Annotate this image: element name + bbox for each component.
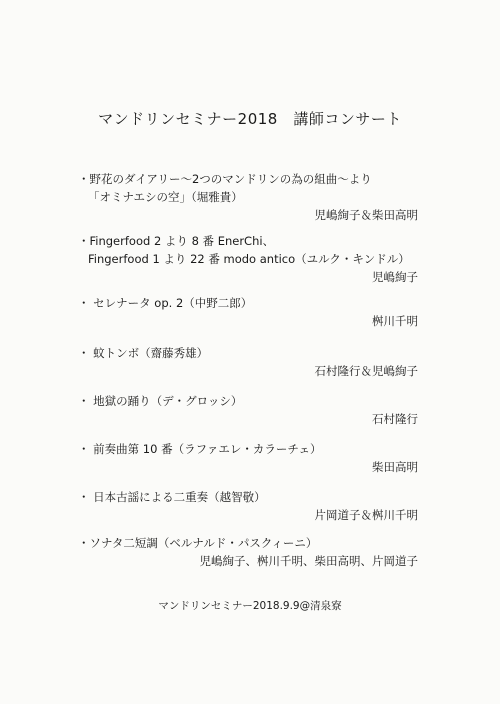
- program-item: [78, 344, 418, 380]
- performer-names: 児嶋絢子: [372, 270, 418, 284]
- piece-title-continued: 「オミナエシの空」（堀雅貴）: [88, 190, 243, 204]
- piece-title: ・ 前奏曲第 10 番（ラファエレ・カラーチェ）: [78, 442, 322, 456]
- performer-names: 児嶋絢子＆柴田高明: [314, 208, 418, 222]
- program-item: [78, 232, 418, 286]
- program-item: [78, 294, 418, 330]
- program-item: [78, 392, 418, 428]
- piece-title-continued: Fingerfood 1 より 22 番 modo antico（ユルク・キンドル）: [88, 252, 410, 266]
- performer-names: 片岡道子＆桝川千明: [314, 508, 418, 522]
- piece-title: ・ 日本古謡による二重奏（越智敬）: [78, 490, 266, 504]
- program-item: [78, 488, 418, 524]
- piece-title: ・ セレナータ op. 2（中野二郎）: [78, 296, 253, 310]
- program-item: [78, 170, 418, 224]
- piece-title: ・ 蚊トンボ（齋藤秀雄）: [78, 346, 209, 360]
- performer-names: 桝川千明: [372, 314, 418, 328]
- performer-names: 児嶋絢子、桝川千明、柴田高明、片岡道子: [199, 554, 418, 568]
- piece-title: ・ソナタ二短調（ベルナルド・パスクィーニ）: [78, 536, 318, 550]
- performer-names: 石村隆行: [372, 412, 418, 426]
- program-item: [78, 440, 418, 476]
- piece-title: ・野花のダイアリー〜2つのマンドリンの為の組曲〜より: [78, 172, 372, 186]
- program-item: [78, 534, 418, 570]
- footer-note: マンドリンセミナー2018.9.9@清泉寮: [158, 600, 342, 612]
- performer-names: 柴田高明: [372, 460, 418, 474]
- piece-title: ・Fingerfood 2 より 8 番 EnerChi、: [78, 234, 275, 248]
- page-title: マンドリンセミナー2018 講師コンサート: [98, 110, 402, 128]
- performer-names: 石村隆行＆児嶋絢子: [314, 364, 418, 378]
- piece-title: ・ 地獄の踊り（デ・グロッシ）: [78, 394, 243, 408]
